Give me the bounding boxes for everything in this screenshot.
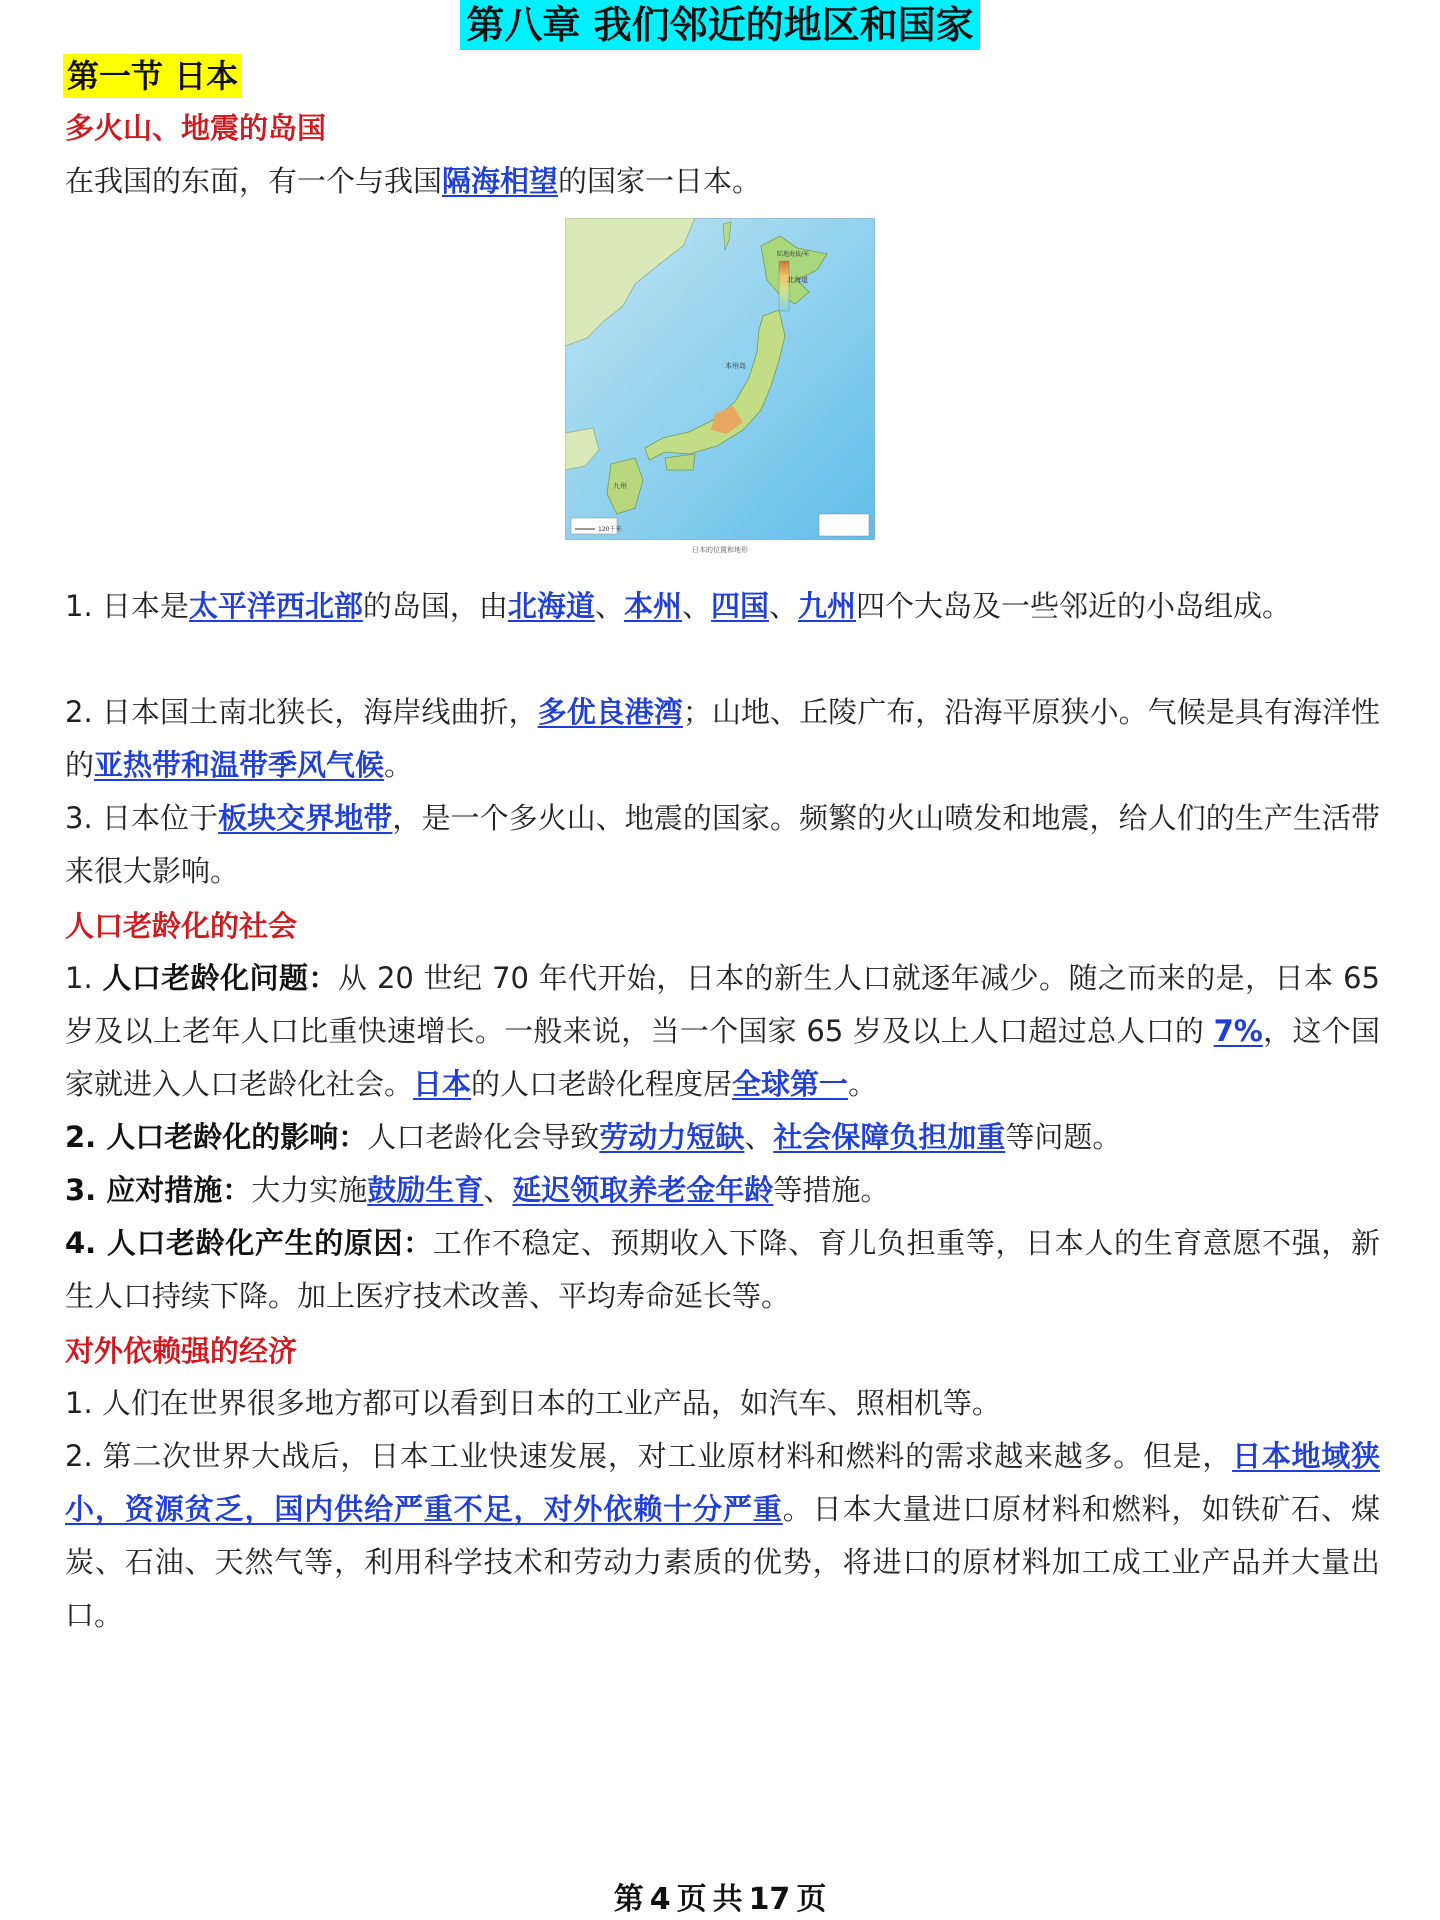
paragraph-postwar-industry (65, 1430, 1380, 1642)
text: 2. 第二次世界大战后，日本工业快速发展，对工业原材料和燃料的需求越来越多。但是， (65, 1439, 1233, 1473)
keyword: 隔海相望 (442, 164, 559, 198)
text: 、 (681, 589, 711, 623)
text: 等问题。 (1005, 1120, 1122, 1154)
text: 等措施。 (773, 1173, 890, 1207)
chapter-title: 第八章 我们邻近的地区和国家 (460, 0, 979, 50)
keyword: 四国 (710, 589, 769, 623)
total-pages: 17 (748, 1882, 791, 1917)
paragraph-location (65, 580, 1380, 633)
text: 在我国的东面，有一个与我国 (65, 164, 443, 198)
text: 工作不稳定、预期收入下降、育儿负担重等，日本人的生育意愿不强，新生人口持续下降。加上医疗技术改善、平均寿命延长等。 (65, 1226, 1380, 1313)
lead-term: 2. 人口老龄化的影响： (65, 1120, 368, 1154)
keyword: 7% (1213, 1014, 1263, 1048)
keyword: 延迟领取养老金年龄 (512, 1173, 774, 1207)
text: 2. 日本国土南北狭长，海岸线曲折， (65, 695, 538, 729)
heading-dependent-economy: 对外依赖强的经济 (65, 1334, 298, 1368)
text: 1. 日本是 (65, 589, 189, 623)
text: 从 20 世纪 70 年代开始，日本的新生人口就逐年减少。随之而来的是，日本 65 岁及以上老年人口比重快速增长。一般来说，当一个国家 65 岁及以上人口超过总人口的 (65, 961, 1380, 1048)
page-number: 4 (649, 1882, 671, 1917)
heading-aging-society: 人口老龄化的社会 (65, 909, 298, 943)
keyword: 多优良港湾 (537, 695, 683, 729)
map-scale-label: 120千米 (598, 526, 622, 533)
text: 。日本大量进口原材料和燃料，如铁矿石、煤炭、石油、天然气等，利用科学技术和劳动力素质的优势，将进口的原材料加工成工业产品并大量出口。 (65, 1492, 1380, 1632)
map-label-hokkaido: 北海道 (787, 276, 808, 284)
text: 人口老龄化会导致 (367, 1120, 600, 1154)
keyword: 板块交界地带 (218, 801, 393, 835)
footer-text: 页 (676, 1882, 707, 1917)
text: 、 (594, 589, 624, 623)
lead-term: 3. 应对措施： (65, 1173, 252, 1207)
map-inset-box (819, 514, 869, 536)
keyword: 亚热带和温带季风气候 (94, 748, 385, 782)
keyword: 鼓励生育 (367, 1173, 484, 1207)
intro-paragraph (65, 155, 1380, 208)
footer-text: 第 (613, 1882, 644, 1917)
heading-volcano-island: 多火山、地震的岛国 (65, 111, 327, 145)
text: 1. (65, 961, 103, 995)
text: 、 (769, 589, 799, 623)
page-footer (0, 1880, 1440, 1920)
keyword: 太平洋西北部 (188, 589, 363, 623)
text: 的人口老龄化程度居 (471, 1067, 733, 1101)
text: 、 (483, 1173, 513, 1207)
keyword: 本州 (623, 589, 682, 623)
japan-terrain-map (565, 218, 875, 540)
paragraph-aging-problem (65, 952, 1380, 1111)
text: 3. 日本位于 (65, 801, 219, 835)
text: 。 (384, 748, 414, 782)
paragraph-countermeasures (65, 1164, 1380, 1217)
section-title: 第一节 日本 (63, 54, 242, 98)
map-label-kyushu: 九州 (613, 482, 627, 490)
keyword: 社会保障负担加重 (773, 1120, 1006, 1154)
japan-map-figure (565, 218, 875, 553)
map-caption: 日本的位置和地形 (692, 546, 748, 554)
lead-term: 人口老龄化问题： (102, 961, 338, 995)
footer-text: 页 (796, 1882, 827, 1917)
text: 的岛国，由 (362, 589, 508, 623)
keyword: 日本地域狭小，资源贫乏，国内供给严重不足，对外依赖十分严重 (65, 1439, 1380, 1526)
footer-text: 共 (712, 1882, 743, 1917)
keyword: 九州 (798, 589, 857, 623)
text: 1. 人们在世界很多地方都可以看到日本的工业产品，如汽车、照相机等。 (65, 1386, 1001, 1420)
paragraph-aging-causes (65, 1217, 1380, 1323)
text: 大力实施 (251, 1173, 368, 1207)
text: 、 (744, 1120, 774, 1154)
text: ，是一个多火山、地震的国家。频繁的火山喷发和地震，给人们的生产生活带来很大影响。 (65, 801, 1380, 888)
keyword: 劳动力短缺 (599, 1120, 745, 1154)
keyword: 全球第一 (732, 1067, 849, 1101)
text: 四个大岛及一些邻近的小岛组成。 (856, 589, 1292, 623)
chapter-header (0, 0, 1440, 50)
text: 的国家一日本。 (558, 164, 762, 198)
lead-term: 4. 人口老龄化产生的原因： (65, 1226, 433, 1260)
keyword: 北海道 (507, 589, 595, 623)
paragraph-industrial-products (65, 1377, 1380, 1430)
paragraph-plate-boundary (65, 792, 1380, 898)
text: ；山地、丘陵广布，沿海平原狭小。气候是具有海洋性的 (65, 695, 1380, 782)
text: ，这个国家就进入人口老龄化社会。 (65, 1014, 1380, 1101)
map-legend-title: 陆地海拔/米 (777, 251, 810, 258)
keyword: 日本 (413, 1067, 472, 1101)
elevation-legend (779, 261, 789, 311)
paragraph-terrain-climate (65, 686, 1380, 792)
paragraph-aging-impact (65, 1111, 1380, 1164)
text: 。 (848, 1067, 878, 1101)
map-label-honshu: 本州岛 (725, 362, 746, 370)
